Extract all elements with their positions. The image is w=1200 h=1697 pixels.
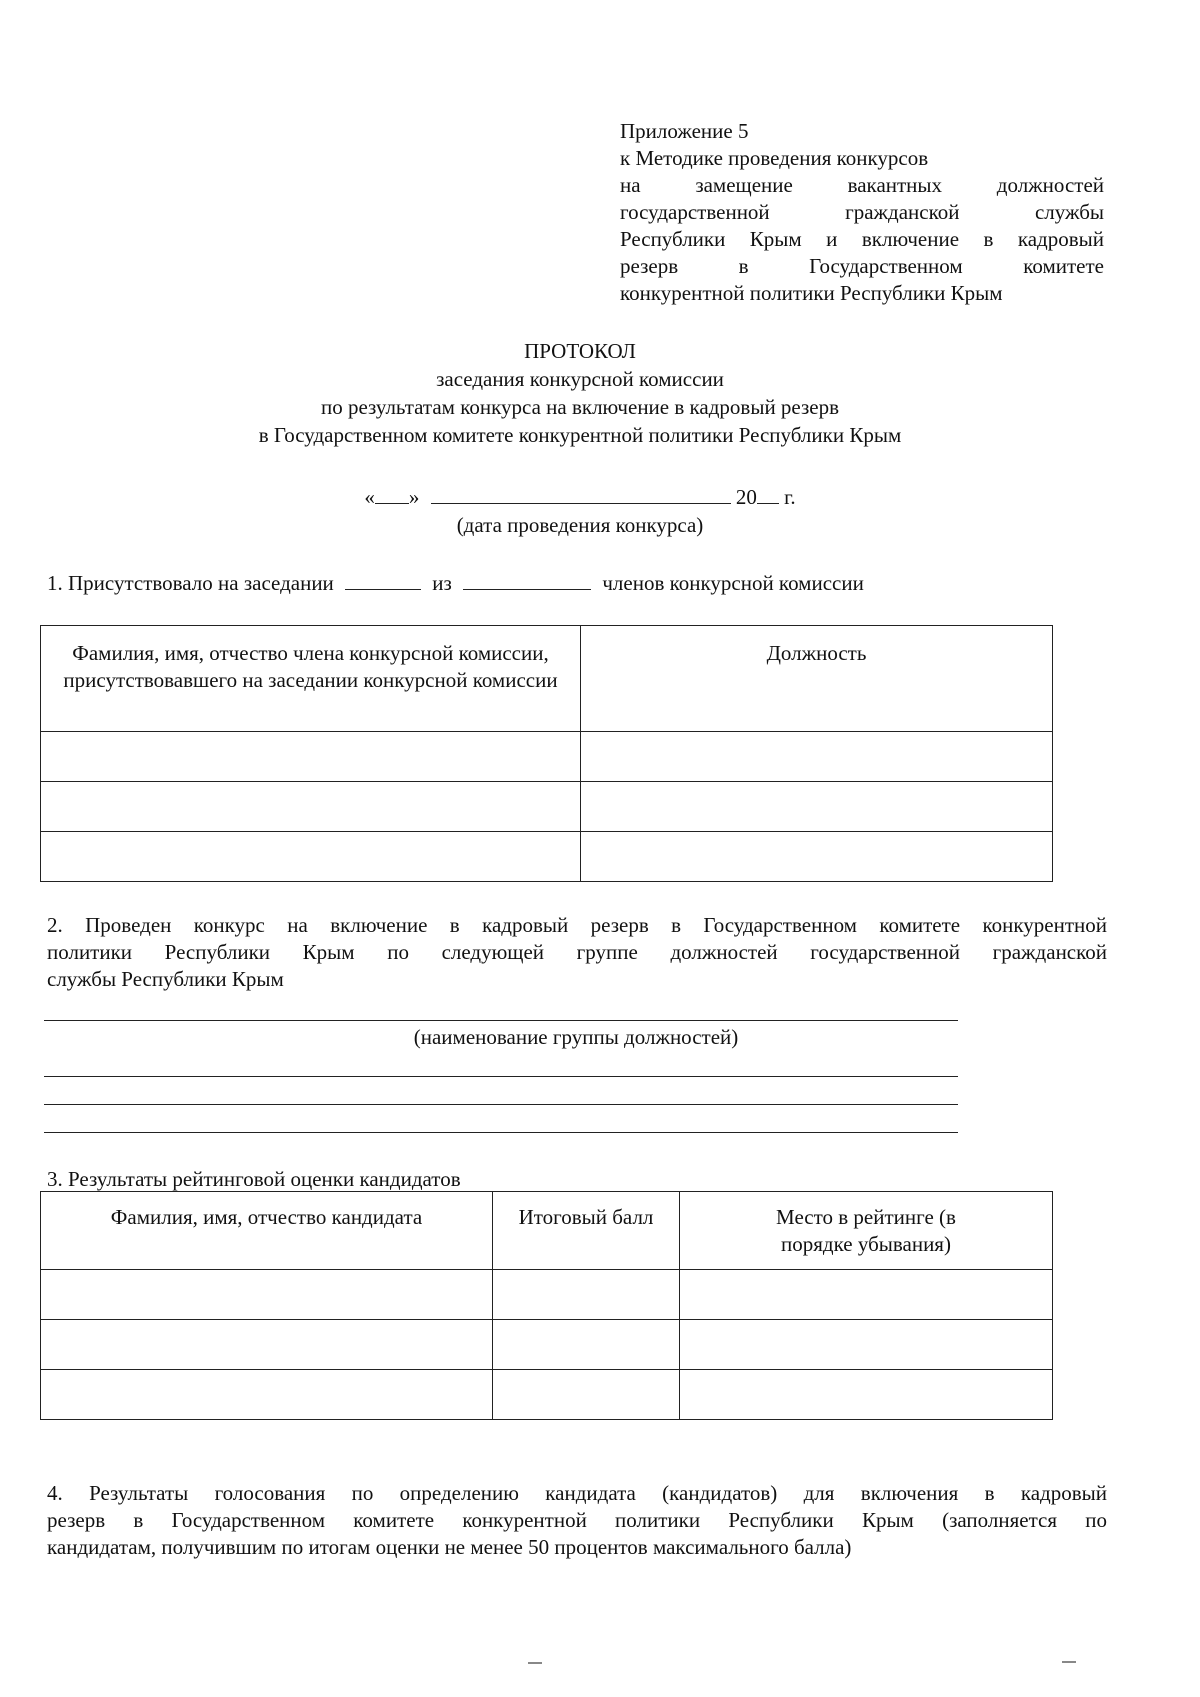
table-cell[interactable] (41, 1270, 493, 1320)
present-count-blank[interactable] (345, 571, 421, 590)
table-cell[interactable] (41, 732, 581, 782)
section1-text: из (432, 571, 452, 595)
protocol-heading: ПРОТОКОЛ (524, 339, 636, 363)
paragraph-line: 2. Проведен конкурс на включение в кадровый резерв в Государственном комитете конкурентной (47, 913, 1107, 937)
table-cell[interactable] (41, 1320, 493, 1370)
table-cell[interactable] (581, 732, 1053, 782)
table-header-score: Итоговый балл (493, 1192, 680, 1270)
commission-members-table (40, 625, 1053, 882)
appendix-line: Республики Крым и включение в кадровый (620, 227, 1104, 251)
position-group-blank-line[interactable] (44, 1132, 958, 1133)
table-row (41, 732, 1053, 782)
table-cell[interactable] (493, 1270, 680, 1320)
position-group-blank-line[interactable] (44, 1076, 958, 1077)
table-header-candidate: Фамилия, имя, отчество кандидата (41, 1192, 493, 1270)
candidate-rating-table (40, 1191, 1053, 1420)
table-header-name: Фамилия, имя, отчество члена конкурсной комиссии, присутствовавшего на заседании конкурсной комиссии (41, 626, 581, 732)
table-row (41, 782, 1053, 832)
year-blank[interactable] (757, 485, 779, 504)
table-cell[interactable] (680, 1370, 1053, 1420)
total-count-blank[interactable] (463, 571, 591, 590)
section3-title: 3. Результаты рейтинговой оценки кандидатов (47, 1167, 461, 1191)
table-cell[interactable] (581, 782, 1053, 832)
table-row (41, 1370, 1053, 1420)
title-line: заседания конкурсной комиссии (436, 367, 724, 391)
section4-paragraph (47, 1480, 1107, 1561)
document-title (120, 338, 1040, 450)
table-cell[interactable] (581, 832, 1053, 882)
paragraph-line: службы Республики Крым (47, 967, 284, 991)
title-line: в Государственном комитете конкурентной политики Республики Крым (258, 423, 902, 447)
date-caption: (дата проведения конкурса) (456, 513, 704, 537)
table-cell[interactable] (680, 1320, 1053, 1370)
section1-text: членов конкурсной комиссии (602, 571, 864, 595)
appendix-line: к Методике проведения конкурсов (620, 146, 929, 170)
paragraph-line: политики Республики Крым по следующей группе должностей государственной гражданской (47, 940, 1107, 964)
table-cell[interactable] (493, 1320, 680, 1370)
table-cell[interactable] (41, 782, 581, 832)
paragraph-line: 4. Результаты голосования по определению кандидата (кандидатов) для включения в кадровый (47, 1481, 1107, 1505)
day-open-quote: « (364, 485, 375, 509)
position-group-caption: (наименование группы должностей) (413, 1025, 739, 1049)
month-blank[interactable] (431, 485, 731, 504)
appendix-line: резерв в Государственном комитете (620, 254, 1104, 278)
scan-speck (528, 1662, 542, 1664)
position-group-blank-line[interactable] (44, 1020, 958, 1021)
section2-paragraph (47, 912, 1107, 993)
table-cell[interactable] (680, 1270, 1053, 1320)
title-line: по результатам конкурса на включение в кадровый резерв (320, 395, 840, 419)
table-cell[interactable] (41, 832, 581, 882)
table-cell[interactable] (41, 1370, 493, 1420)
table-row (41, 1320, 1053, 1370)
position-group-blank-line[interactable] (44, 1104, 958, 1105)
year-prefix: 20 (735, 485, 757, 509)
day-blank[interactable] (375, 485, 409, 504)
table-row (41, 832, 1053, 882)
section1-text: 1. Присутствовало на заседании (47, 571, 334, 595)
appendix-line: Приложение 5 (620, 119, 749, 143)
table-row (41, 1270, 1053, 1320)
date-line (350, 484, 810, 512)
day-close-quote: » (408, 485, 420, 509)
table-header-position: Должность (581, 626, 1053, 732)
appendix-line: на замещение вакантных должностей (620, 173, 1104, 197)
paragraph-line: кандидатам, получившим по итогам оценки не менее 50 процентов максимального балла) (47, 1535, 852, 1559)
appendix-block (620, 118, 1104, 307)
appendix-line: государственной гражданской службы (620, 200, 1104, 224)
paragraph-line: резерв в Государственном комитете конкурентной политики Республики Крым (заполняется по (47, 1508, 1107, 1532)
section1-attendance-line (47, 570, 1047, 597)
table-header-rank: Место в рейтинге (в порядке убывания) (680, 1192, 1053, 1270)
appendix-line: конкурентной политики Республики Крым (620, 281, 1003, 305)
year-suffix: г. (784, 485, 796, 509)
scan-speck (1062, 1661, 1076, 1663)
table-cell[interactable] (493, 1370, 680, 1420)
